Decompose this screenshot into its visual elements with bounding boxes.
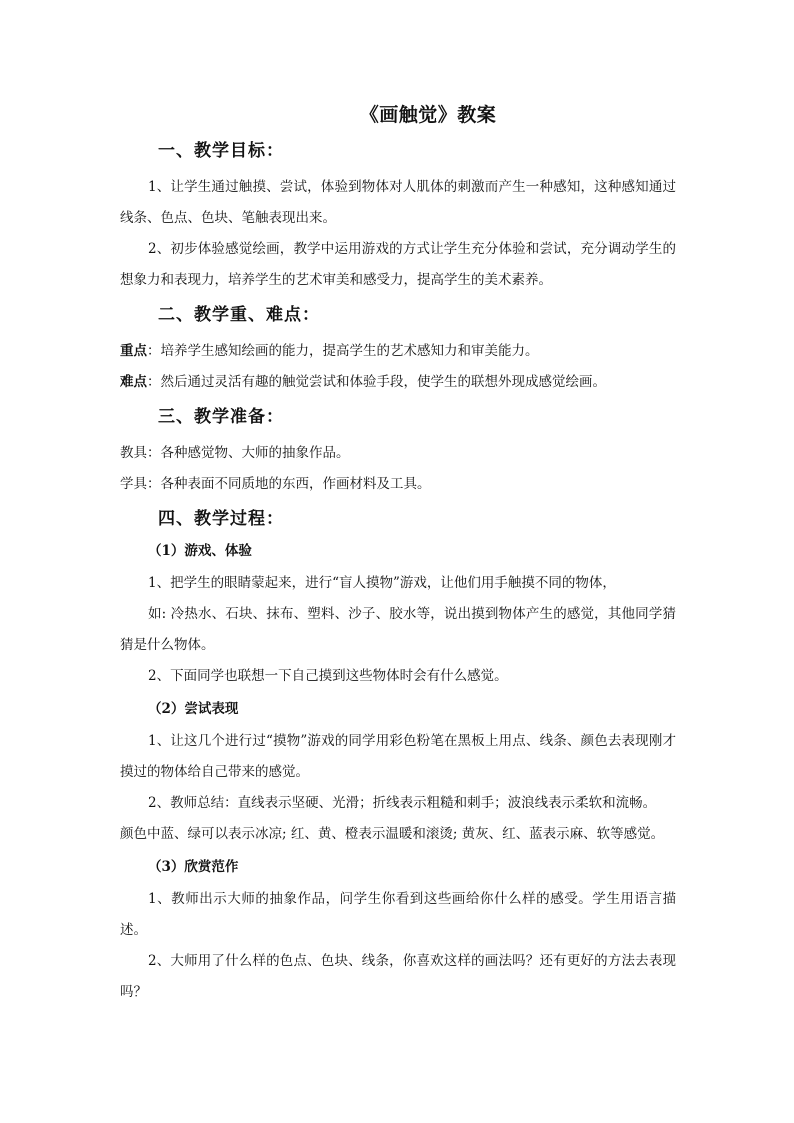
section-heading-process: 四、教学过程： xyxy=(158,509,284,529)
subsection-heading: （2）尝试表现 xyxy=(148,701,239,717)
key-point-text: ：培养学生感知绘画的能力，提高学生的艺术感知力和审美能力。 xyxy=(147,343,539,359)
key-point-label: 重点 xyxy=(120,343,147,359)
section-heading-key-points: 二、教学重、难点： xyxy=(158,305,320,325)
key-point-item xyxy=(120,336,676,367)
paragraph: 1、让这几个进行过“摸物”游戏的同学用彩色粉笔在黑板上用点、线条、颜色去表现刚才摸过的物体给自己带来的感觉。 xyxy=(120,733,676,780)
difficulty-item xyxy=(120,367,676,398)
paragraph: 学具：各种表面不同质地的东西，作画材料及工具。 xyxy=(120,476,431,492)
paragraph: 2、下面同学也联想一下自己摸到这些物体时会有什么感觉。 xyxy=(148,668,508,684)
paragraph: 2、教师总结：直线表示坚硬、光滑；折线表示粗糙和刺手；波浪线表示柔软和流畅。 xyxy=(148,795,657,811)
paragraph: 教具：各种感觉物、大师的抽象作品。 xyxy=(120,445,350,461)
subsection-heading: （3）欣赏范作 xyxy=(148,859,239,875)
paragraph: 1、教师出示大师的抽象作品，问学生你看到这些画给你什么样的感受。学生用语言描述。 xyxy=(120,891,676,938)
section-heading-preparation: 三、教学准备： xyxy=(158,407,284,427)
paragraph: 颜色中蓝、绿可以表示冰凉; 红、黄、橙表示温暖和滚烫; 黄灰、红、蓝表示麻、软等感觉。 xyxy=(120,826,665,842)
difficulty-label: 难点 xyxy=(120,374,147,390)
paragraph: 1、把学生的眼睛蒙起来，进行“盲人摸物”游戏，让他们用手触摸不同的物体， xyxy=(148,575,616,591)
document-title: 《画触觉》教案 xyxy=(359,104,497,126)
paragraph: 2、大师用了什么样的色点、色块、线条，你喜欢这样的画法吗？还有更好的方法去表现吗？ xyxy=(120,953,676,1000)
paragraph: 如: 冷热水、石块、抹布、塑料、沙子、胶水等，说出摸到物体产生的感觉，其他同学猜猜是什么物体。 xyxy=(120,606,676,653)
subsection-heading: （1）游戏、体验 xyxy=(148,543,252,559)
section-heading-objectives: 一、教学目标： xyxy=(158,141,284,161)
difficulty-text: ：然后通过灵活有趣的触觉尝试和体验手段，使学生的联想外现成感觉绘画。 xyxy=(147,374,606,390)
paragraph: 2、初步体验感觉绘画，教学中运用游戏的方式让学生充分体验和尝试，充分调动学生的想象力和表现力，培养学生的艺术审美和感受力，提高学生的美术素养。 xyxy=(120,241,676,288)
document-body xyxy=(120,100,676,1008)
paragraph: 1、让学生通过触摸、尝试，体验到物体对人肌体的刺激而产生一种感知，这种感知通过线条、色点、色块、笔触表现出来。 xyxy=(120,179,676,226)
